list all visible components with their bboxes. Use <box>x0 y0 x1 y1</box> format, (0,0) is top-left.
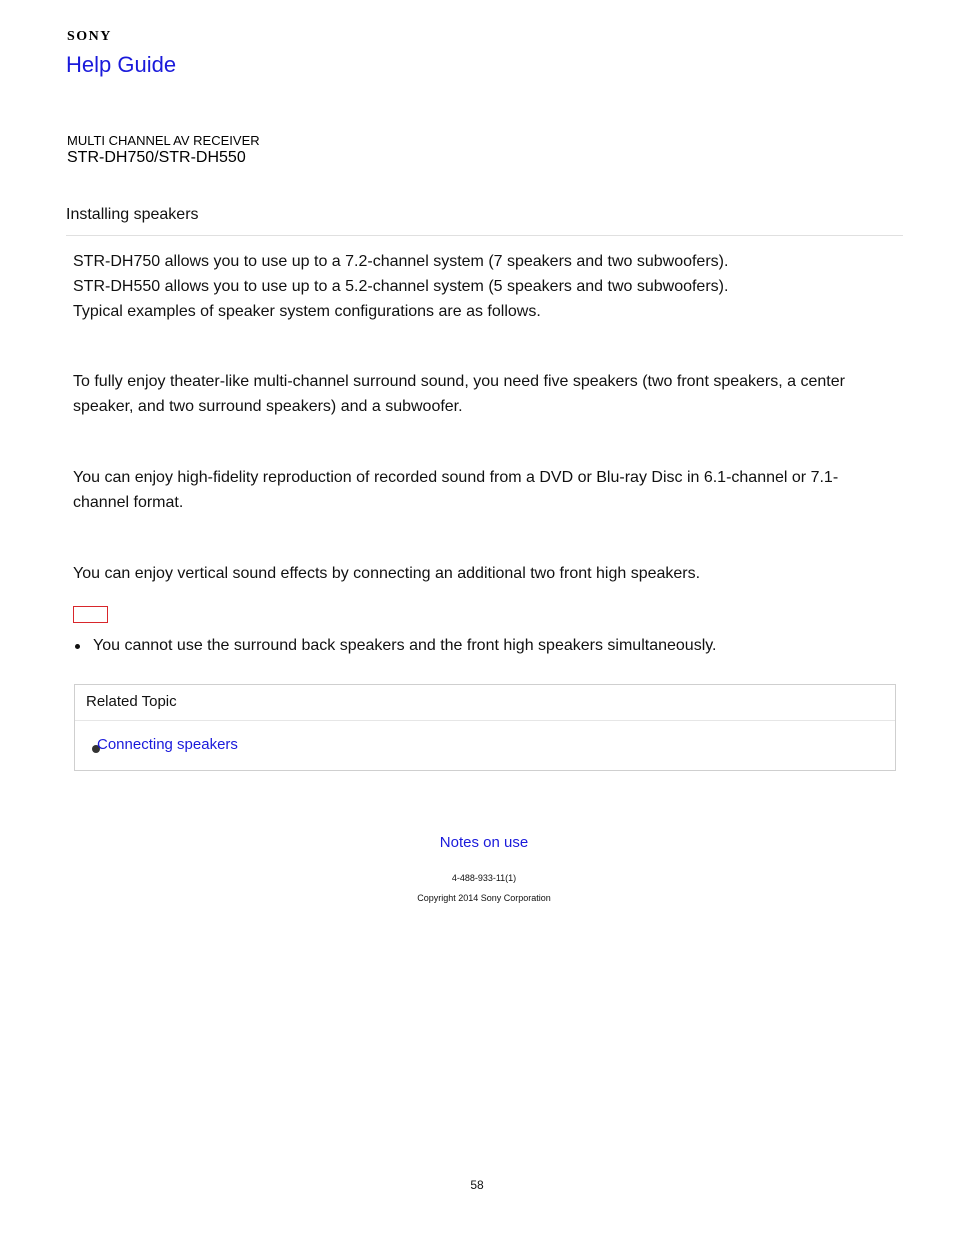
surround-back-text: You can enjoy high-fidelity reproduction of recorded sound from a DVD or Blu-ray Disc in 6.1-channel or 7.1-channel format. <box>73 469 839 511</box>
help-guide-link[interactable]: Help Guide <box>66 52 177 77</box>
related-topic-title: Related Topic <box>86 693 177 710</box>
connecting-speakers-link[interactable]: Connecting speakers <box>97 736 238 753</box>
page-title: Installing speakers <box>66 206 199 223</box>
title-divider <box>66 235 903 236</box>
surround-back-paragraph <box>73 465 891 515</box>
note-label-box <box>73 606 108 623</box>
intro-line-2: STR-DH550 allows you to use up to a 5.2-channel system (5 speakers and two subwoofers). <box>73 278 729 295</box>
copyright: Copyright 2014 Sony Corporation <box>417 893 551 903</box>
notes-on-use-link[interactable]: Notes on use <box>439 834 529 851</box>
surround-text: To fully enjoy theater-like multi-channel surround sound, you need five speakers (two front speakers, a center speaker, and two surround speakers) and a subwoofer. <box>73 373 845 415</box>
page-number: 58 <box>470 1178 484 1192</box>
bullet-icon <box>75 644 80 649</box>
related-topic-box <box>74 684 896 771</box>
intro-line-1: STR-DH750 allows you to use up to a 7.2-channel system (7 speakers and two subwoofers). <box>73 253 729 270</box>
note-text: You cannot use the surround back speakers and the front high speakers simultaneously. <box>93 637 717 654</box>
intro-line-3: Typical examples of speaker system configurations are as follows. <box>73 303 541 320</box>
note-list <box>73 633 891 658</box>
related-topic-header <box>75 685 895 721</box>
front-high-text: You can enjoy vertical sound effects by connecting an additional two front high speakers. <box>73 565 701 582</box>
sony-logo: SONY <box>67 29 112 44</box>
document-number: 4-488-933-11(1) <box>451 873 517 883</box>
list-item <box>73 633 891 658</box>
surround-paragraph <box>73 369 891 419</box>
model-name: STR-DH750/STR-DH550 <box>67 149 246 166</box>
front-high-paragraph <box>73 561 891 586</box>
intro-paragraph <box>73 249 891 324</box>
product-type: MULTI CHANNEL AV RECEIVER <box>67 133 260 148</box>
